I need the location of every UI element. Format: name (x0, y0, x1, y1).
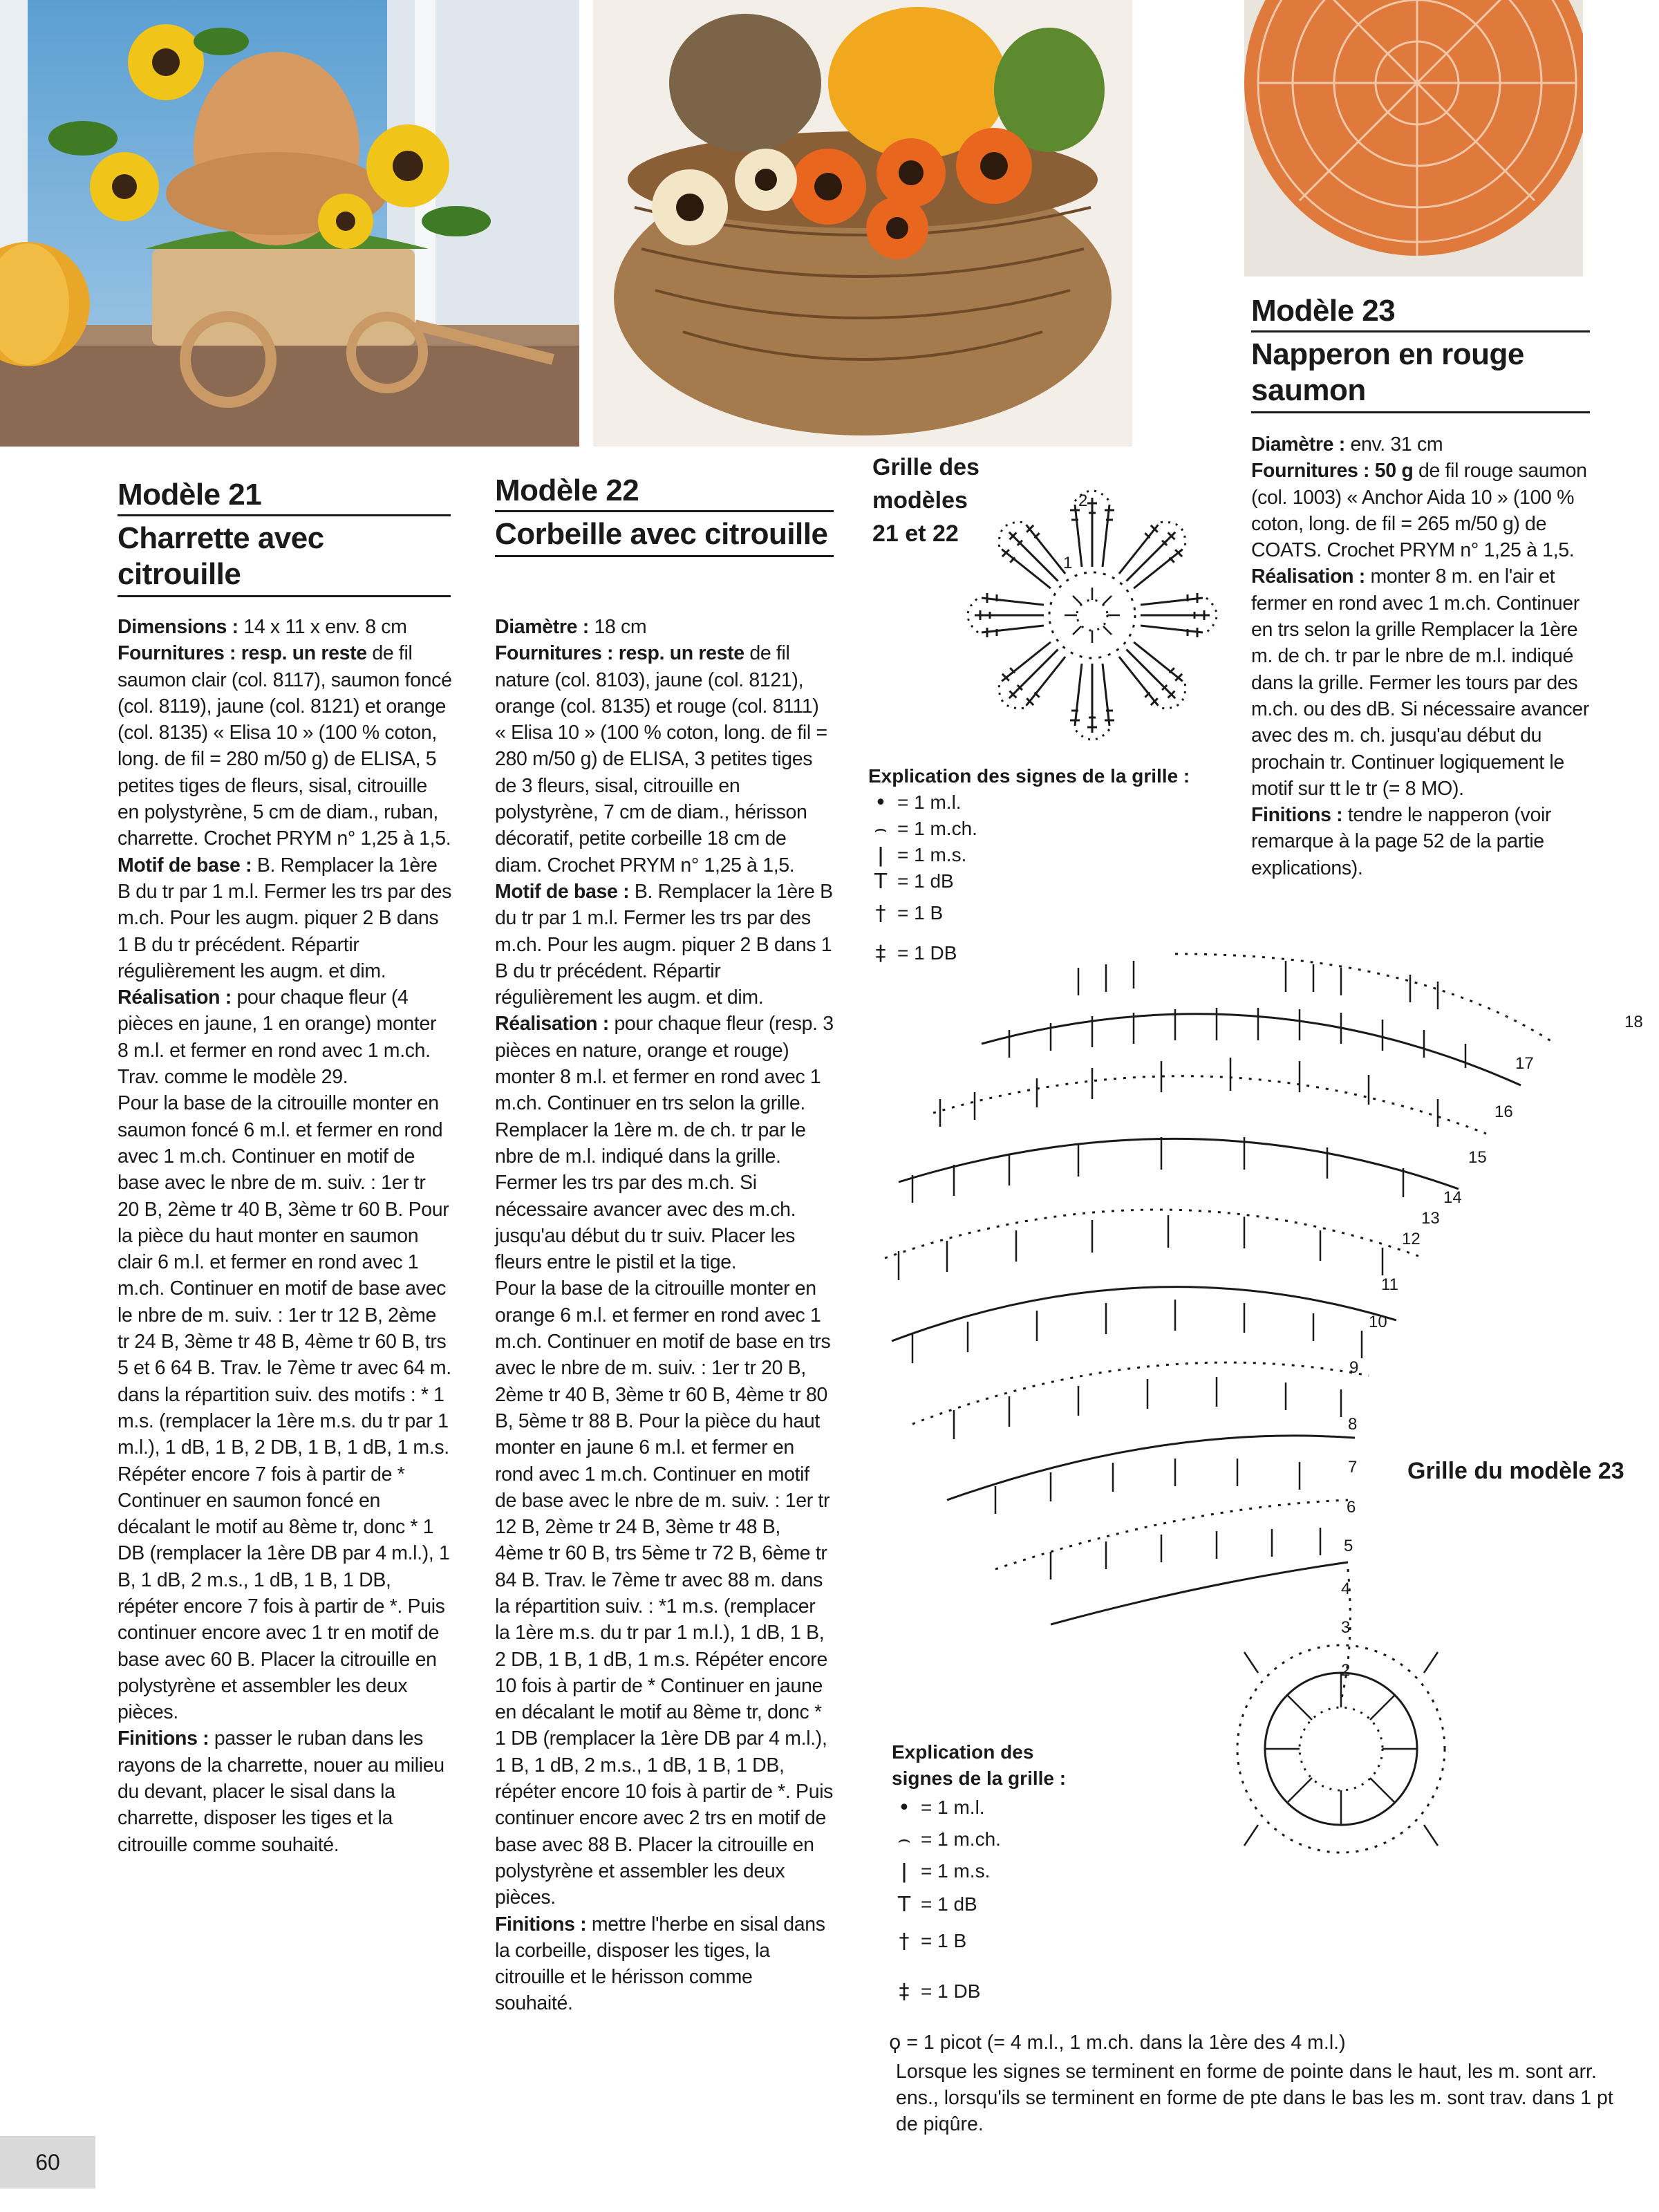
photo-basket-pumpkin (593, 0, 1132, 447)
round-number: 1 (1063, 554, 1073, 572)
slip-stitch-icon: ⌢ (897, 1827, 911, 1852)
paragraph: Réalisation : pour chaque fleur (resp. 3 pièces en nature, orange et rouge) monter 8 m.l. et fermer en rond avec 1 m.ch. Continuer en trs selon la grille. Remplacer la 1ère m. de ch. tr par le nbre de m.l. indiqué dans la grille. Fermer les trs par des m.ch. Si nécessaire avancer avec des m.ch. jusqu'au début du tr suiv. Placer les fleurs entre le pistil et la tige. (495, 1013, 834, 1274)
grid-large-diagram (871, 926, 1652, 1866)
paragraph: Réalisation : monter 8 m. en l'air et fermer en rond avec 1 m.ch. Continuer en trs selon la grille Remplacer la 1ère m. de ch. tr par le nbre de m.l. indiqué dans la grille. Fermer les tours par des m.ch. ou des dB. Si nécessaire avancer avec des m. ch. jusqu'au début du prochain tr. Continuer logiquement le motif sur tt le tr (= 8 MO). (1251, 565, 1589, 800)
paragraph: Réalisation : pour chaque fleur (4 pièces en jaune, 1 en orange) monter 8 m.l. et fermer en rond avec 1 m.ch. Trav. comme le modèle 29. (118, 986, 437, 1089)
petal (1070, 491, 1114, 567)
grid-note: Lorsque les signes se terminent en forme de pointe dans le haut, les m. sont arr. ens., lorsqu'ils se terminent en forme de pte dans le bas les m. sont trav. dans 1 pt de piqûre. (896, 2061, 1613, 2135)
model-number: Modèle 21 (118, 477, 451, 516)
round-number: 16 (1494, 1103, 1513, 1121)
round-number: 4 (1341, 1580, 1351, 1598)
chain-stitch-icon: • (898, 1795, 910, 1820)
model-name: Charrette avec citrouille (118, 521, 451, 597)
round-number: 5 (1344, 1537, 1353, 1555)
photo-doily (1244, 0, 1583, 276)
picot-label: = 1 picot (= 4 m.l., 1 m.ch. dans la 1ère des 4 m.l.) (906, 2032, 1346, 2054)
half-double-crochet-icon: T (897, 1892, 911, 1917)
model-number: Modèle 22 (495, 473, 834, 512)
legend-item: T = 1 dB (868, 868, 1228, 894)
paragraph: Fournitures : resp. un reste de fil saumon clair (col. 8117), saumon foncé (col. 8119), jaune (col. 8121) et orange (col. 8135) « Elisa 10 » (100 % coton, long. de fil = 280 m/50 g) de ELISA, 5 petites tiges de fleurs, sisal, citrouille en polystyrène, 5 cm de diam., ruban, charrette. Crochet PRYM n° 1,25 à 1,5. (118, 642, 452, 850)
round-number: 2 (1078, 491, 1088, 510)
page-number: 60 (0, 2136, 95, 2188)
model-21-text (118, 614, 452, 1858)
model-name: Napperon en rouge saumon (1251, 337, 1590, 413)
grid-large-title: Grille du modèle 23 (1407, 1458, 1624, 1484)
legend-title: Explication des signes de la grille : (868, 765, 1190, 787)
model-name: Corbeille avec citrouille (495, 516, 834, 557)
model-23-title (1251, 293, 1590, 413)
chain-stitch-icon: • (874, 790, 887, 815)
paragraph: Dimensions : 14 x 11 x env. 8 cm (118, 616, 407, 638)
round-number: 7 (1348, 1458, 1358, 1477)
round-number: 15 (1468, 1148, 1487, 1167)
round-number: 8 (1348, 1415, 1358, 1434)
treble-crochet-icon: ‡ (899, 1979, 910, 2004)
paragraph: Pour la base de la citrouille monter en orange 6 m.l. et fermer en rond avec 1 m.ch. Continuer en motif de base en trs avec le nbre de m. suiv. : 1er tr 20 B, 2ème tr 40 B, 3ème tr 60 B, 4ème tr 80 B, 5ème tr 88 B. Pour la pièce du haut monter en jaune 6 m.l. et fermer en rond avec 1 m.ch. Continuer en motif de base avec le nbre de m. suiv. : 1er tr 12 B, 2ème tr 24 B, 3ème tr 48 B, 4ème tr 60 B, trs 5ème tr 72 B, 6ème tr 84 B. Trav. le 7ème tr avec 88 m. dans la répartition suiv. : *1 m.s. (remplacer la 1ère m.s. du tr par 1 m.l.), 1 dB, 1 B, 2 DB, 1 B, 1 dB, 1 m.s. Répéter encore 10 fois à partir de * Continuer en jaune en décalant le motif au 8ème tr, donc * 1 DB (remplacer la 1ère DB par 4 m.l.), 1 B, 1 dB, 2 m.s., 1 dB, 1 B, 1 DB, répéter encore 10 fois à partir de *. Puis continuer encore avec 2 trs en motif de base avec 88 B. Placer la citrouille en polystyrène et assembler les deux pièces. (495, 1277, 834, 1909)
paragraph: Finitions : mettre l'herbe en sisal dans la corbeille, disposer les tiges, la citrouille et le hérisson comme souhaité. (495, 1913, 825, 2015)
model-number: Modèle 23 (1251, 293, 1590, 332)
legend-item: ǀ = 1 m.s. (892, 1855, 1113, 1887)
model-22-text (495, 614, 834, 2017)
model-21-title (118, 477, 451, 597)
treble-crochet-icon: ‡ (875, 941, 886, 966)
legend-item: • = 1 m.l. (868, 789, 1228, 816)
round-number: 18 (1624, 1013, 1643, 1031)
legend-item: ⌢ = 1 m.ch. (892, 1824, 1113, 1855)
grid-large-legend (892, 1739, 1113, 2023)
grid-small-title: Grille des modèles 21 et 22 (872, 454, 980, 547)
grid-small-diagram (954, 477, 1230, 753)
picot-icon: ϙ (889, 2031, 901, 2054)
legend-item: T = 1 dB (892, 1887, 1113, 1922)
round-number: 13 (1421, 1209, 1440, 1228)
round-number: 3 (1341, 1618, 1351, 1637)
round-number: 10 (1369, 1313, 1387, 1331)
single-crochet-icon: ǀ (877, 843, 884, 868)
model-22-title (495, 473, 834, 557)
paragraph: Diamètre : env. 31 cm (1251, 433, 1443, 456)
legend-item: ǀ = 1 m.s. (868, 842, 1228, 868)
paragraph: Motif de base : B. Remplacer la 1ère B du tr par 1 m.l. Fermer les trs par des m.ch. Pour les augm. piquer 2 B dans 1 B du tr précédent. Répartir régulièrement les augm. et dim. (118, 854, 451, 982)
double-crochet-icon: † (899, 1929, 910, 1953)
paragraph: Diamètre : 18 cm (495, 616, 647, 638)
round-number: 6 (1347, 1498, 1356, 1517)
legend-item: † = 1 B (892, 1922, 1113, 1960)
round-number: 9 (1349, 1358, 1359, 1377)
paragraph: Pour la base de la citrouille monter en saumon foncé 6 m.l. et fermer en rond avec 1 m.ch. Continuer en motif de base avec le nbre de m. suiv. : 1er tr 20 B, 2ème tr 40 B, 3ème tr 60 B. Pour la pièce du haut monter en saumon clair 6 m.l. et fermer en rond avec 1 m.ch. Continuer en motif de base avec le nbre de m. suiv. : 1er tr 12 B, 2ème tr 24 B, 3ème tr 48 B, 4ème tr 60 B, trs 5 et 6 64 B. Trav. le 7ème tr avec 64 m. dans la répartition suiv. des motifs : * 1 m.s. (remplacer la 1ère m.s. du tr par 1 m.l.), 1 dB, 1 B, 2 DB, 1 B, 1 dB, 1 m.s. Répéter encore 7 fois à partir de * Continuer en saumon foncé en décalant le motif au 8ème tr, donc * 1 DB (remplacer la 1ère DB par 4 m.l.), 1 B, 1 dB, 2 m.s., 1 dB, 1 B, 1 DB, répéter encore 7 fois à partir de *. Puis continuer encore avec 1 tr en motif de base avec 60 B. Placer la citrouille en polystyrène et assembler les deux pièces. (118, 1092, 451, 1724)
legend-item: ‡ = 1 DB (868, 932, 1228, 975)
legend-item: • = 1 m.l. (892, 1792, 1113, 1824)
single-crochet-icon: ǀ (901, 1859, 908, 1884)
half-double-crochet-icon: T (874, 869, 888, 894)
legend-item: ⌢ = 1 m.ch. (868, 816, 1228, 842)
slip-stitch-icon: ⌢ (874, 816, 888, 841)
photo-cart-pumpkin (0, 0, 579, 447)
paragraph: Finitions : passer le ruban dans les rayons de la charrette, nouer au milieu du devant, placer le sisal dans la charrette, disposer les tiges et la citrouille comme souhaité. (118, 1727, 444, 1856)
paragraph: Motif de base : B. Remplacer la 1ère B du tr par 1 m.l. Fermer les trs par des m.ch. Pour les augm. piquer 2 B dans 1 B du tr précédent. Répartir régulièrement les augm. et dim. (495, 880, 833, 1009)
paragraph: Fournitures : resp. un reste de fil nature (col. 8103), jaune (col. 8121), orange (col. 8135) et rouge (col. 8111) « Elisa 10 » (100 % coton, long. de fil = 280 m/50 g) de ELISA, 3 petites tiges de 3 fleurs, sisal, citrouille en polystyrène, 7 cm de diam., hérisson décoratif, petite corbeille 18 cm de diam. Crochet PRYM n° 1,25 à 1,5. (495, 642, 827, 877)
legend-item: ‡ = 1 DB (892, 1960, 1113, 2023)
round-number: 2 (1341, 1661, 1351, 1680)
paragraph: Finitions : tendre le napperon (voir remarque à la page 52 de la partie explications). (1251, 804, 1552, 879)
double-crochet-icon: † (875, 901, 886, 926)
round-number: 17 (1515, 1054, 1534, 1073)
round-number: 11 (1381, 1275, 1398, 1294)
model-23-text (1251, 431, 1593, 881)
round-number: 14 (1443, 1188, 1462, 1207)
legend-item: † = 1 B (868, 894, 1228, 932)
round-number: 12 (1402, 1230, 1421, 1248)
paragraph: Fournitures : 50 g de fil rouge saumon (col. 1003) « Anchor Aida 10 » (100 % coton, long. de fil = 265 m/50 g) de COATS. Crochet PRYM n° 1,25 à 1,5. (1251, 460, 1587, 562)
picot-legend (889, 2030, 1635, 2056)
legend-title: Explication des signes de la grille : (892, 1741, 1067, 1789)
